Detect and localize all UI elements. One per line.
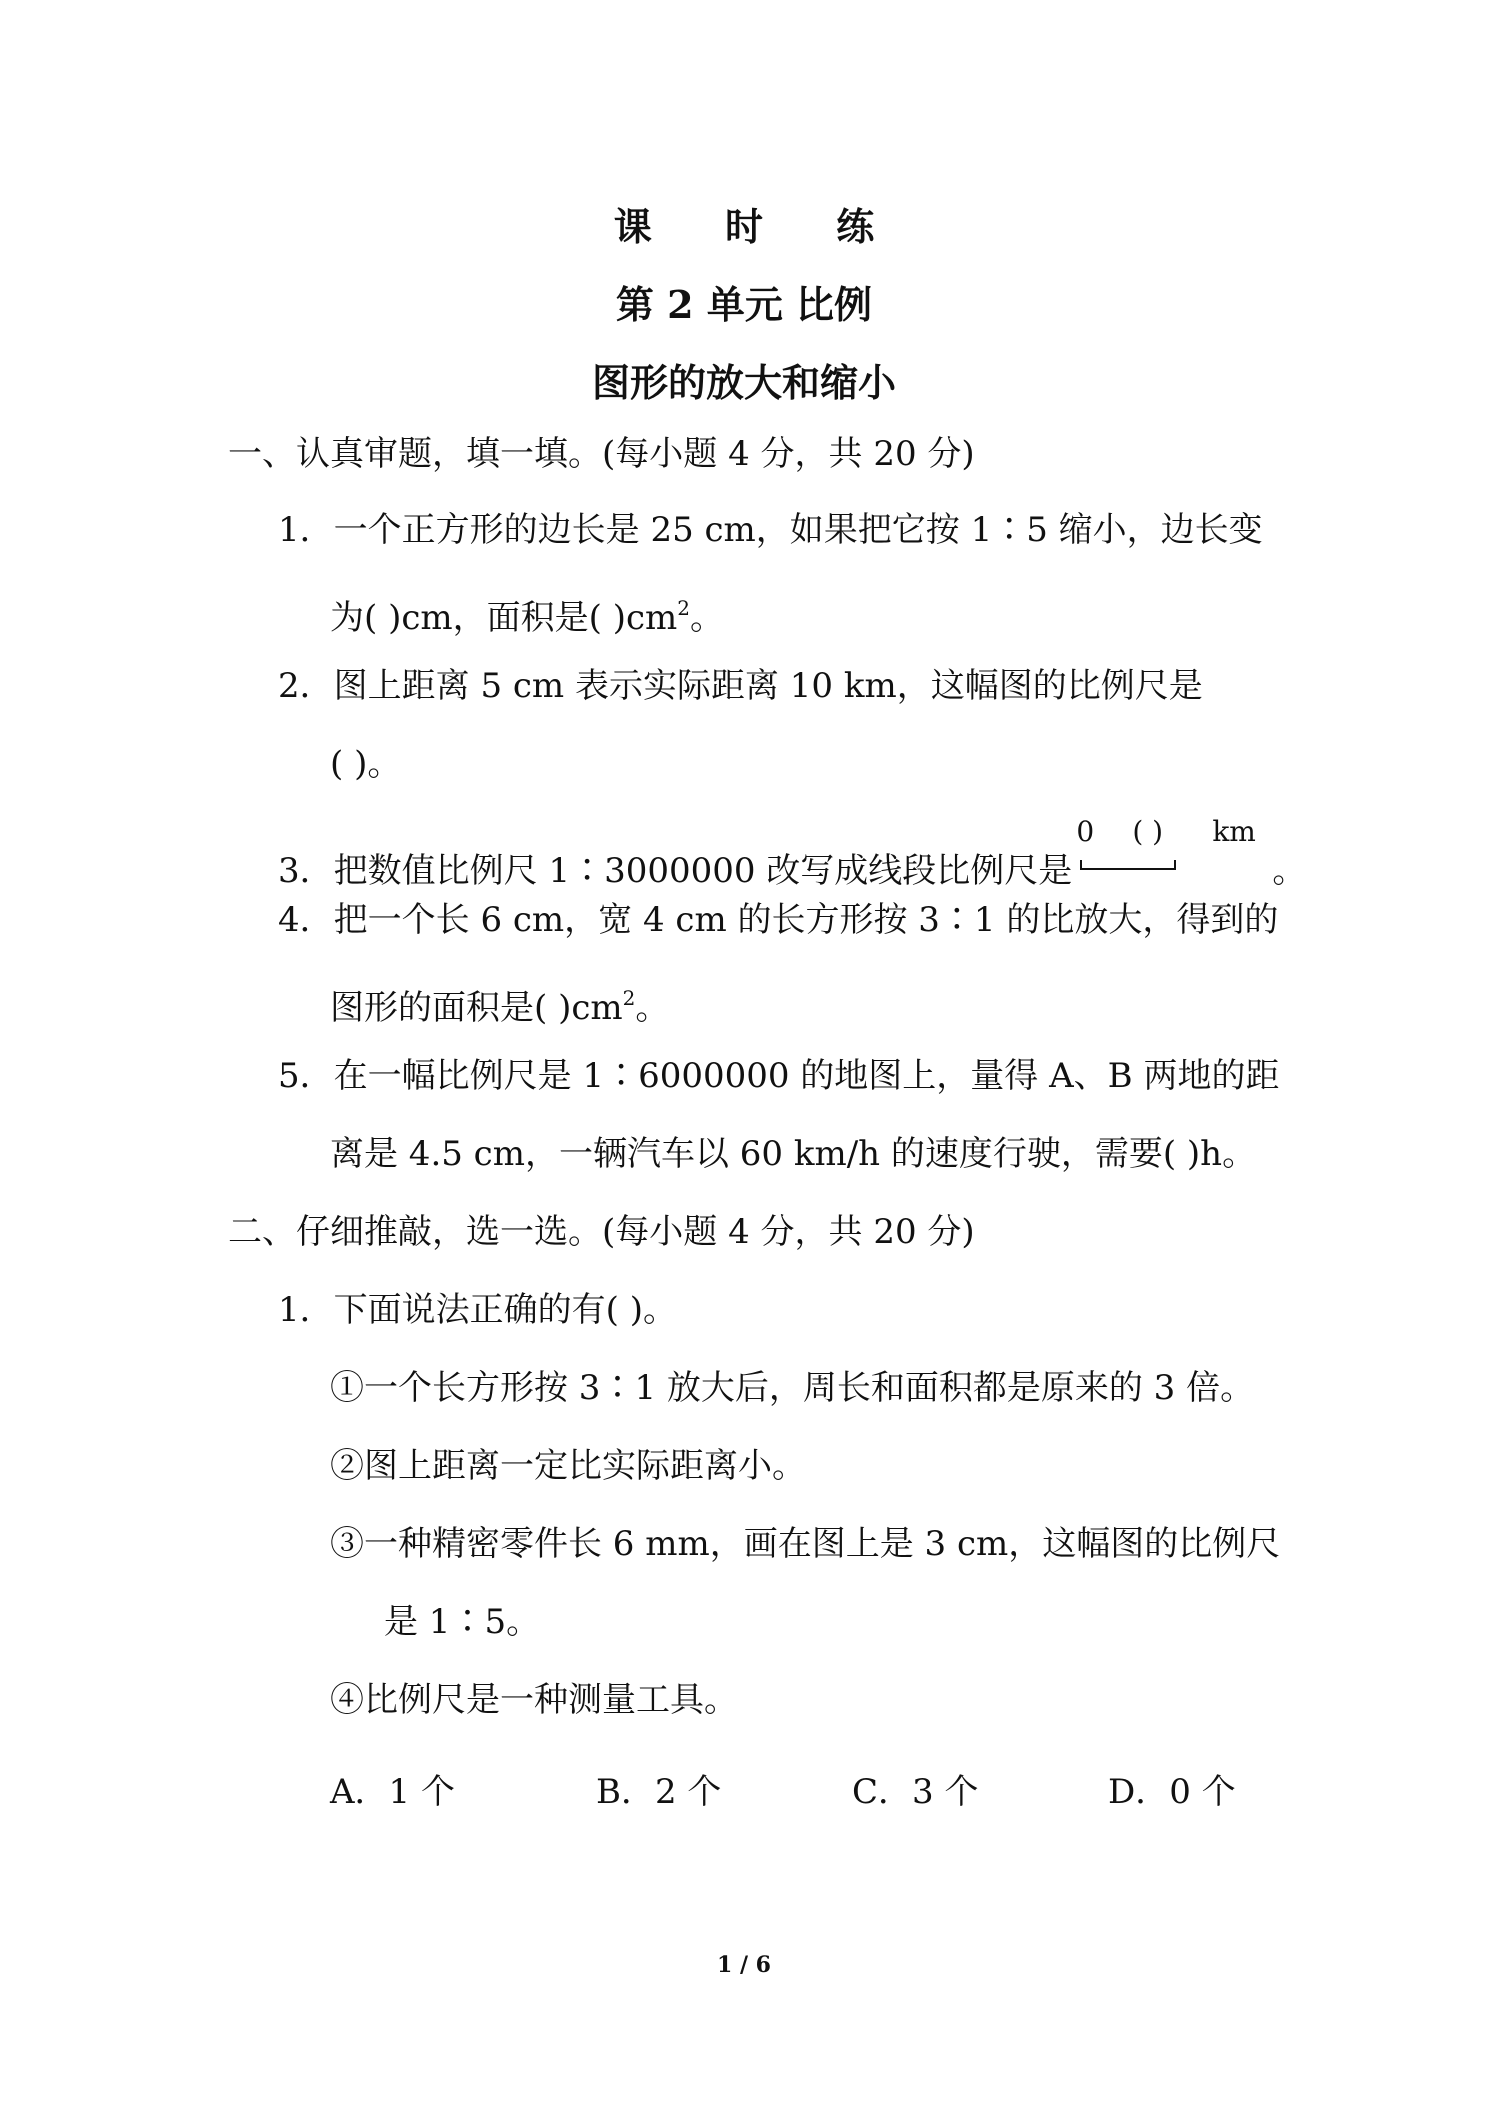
s1-q4-line2-text: 图形的面积是( )cm xyxy=(330,988,623,1028)
s1-q1-line2-text: 为( )cm，面积是( )cm xyxy=(330,598,678,638)
s1-q3-text: 3．把数值比例尺 1∶3000000 改写成线段比例尺是 xyxy=(278,851,1073,891)
s2-statement-3-line1: ③一种精密零件长 6 mm，画在图上是 3 cm，这幅图的比例尺 xyxy=(330,1524,1281,1564)
s1-q4-superscript: 2 xyxy=(622,986,636,1010)
s1-q2-line2: ( )。 xyxy=(330,744,402,784)
topic-title: 图形的放大和缩小 xyxy=(591,360,896,405)
s1-q1-line2-end: 。 xyxy=(689,598,724,638)
s1-q1-superscript: 2 xyxy=(677,596,690,620)
section2-heading: 二、仔细推敲，选一选。(每小题 4 分，共 20 分) xyxy=(228,1212,975,1252)
option-c: C．3 个 xyxy=(852,1772,979,1812)
s2-statement-2: ②图上距离一定比实际距离小。 xyxy=(330,1446,806,1486)
s1-q1-line2 xyxy=(330,586,724,640)
scale-unit-label: km xyxy=(1212,815,1256,848)
s1-q1-line1: 1．一个正方形的边长是 25 cm，如果把它按 1∶5 缩小，边长变 xyxy=(278,510,1263,550)
s2-statement-3-line2: 是 1∶5。 xyxy=(384,1602,541,1642)
s1-q5-line1: 5．在一幅比例尺是 1∶6000000 的地图上，量得 A、B 两地的距 xyxy=(278,1056,1280,1096)
s1-q5-line2: 离是 4.5 cm，一辆汽车以 60 km/h 的速度行驶，需要( )h。 xyxy=(330,1134,1257,1174)
s1-q3-end: 。 xyxy=(1272,851,1307,891)
s1-q2-line1: 2．图上距离 5 cm 表示实际距离 10 km，这幅图的比例尺是 xyxy=(278,666,1203,706)
scale-blank-label: ( ) xyxy=(1132,815,1164,848)
page-title: 课 时 练 xyxy=(613,204,905,249)
page-number: 1 / 6 xyxy=(717,1952,771,1978)
s1-q4-line2-end: 。 xyxy=(635,988,670,1028)
option-d: D．0 个 xyxy=(1108,1772,1236,1812)
scale-bar xyxy=(1080,860,1176,870)
line-segment-scale xyxy=(1072,815,1272,886)
s2-statement-4: ④比例尺是一种测量工具。 xyxy=(330,1680,738,1720)
s2-q1-line: 1．下面说法正确的有( )。 xyxy=(278,1290,677,1330)
s1-q4-line2 xyxy=(330,976,669,1030)
unit-title: 第 2 单元 比例 xyxy=(615,282,873,327)
s1-q3-line xyxy=(278,815,1307,893)
s2-statement-1: ①一个长方形按 3∶1 放大后，周长和面积都是原来的 3 倍。 xyxy=(330,1368,1255,1408)
scale-zero-label: 0 xyxy=(1076,815,1095,848)
option-a: A．1 个 xyxy=(330,1772,455,1812)
section1-heading: 一、认真审题，填一填。(每小题 4 分，共 20 分) xyxy=(228,434,975,474)
s1-q4-line1: 4．把一个长 6 cm，宽 4 cm 的长方形按 3∶1 的比放大，得到的 xyxy=(278,900,1279,940)
option-b: B．2 个 xyxy=(596,1772,722,1812)
